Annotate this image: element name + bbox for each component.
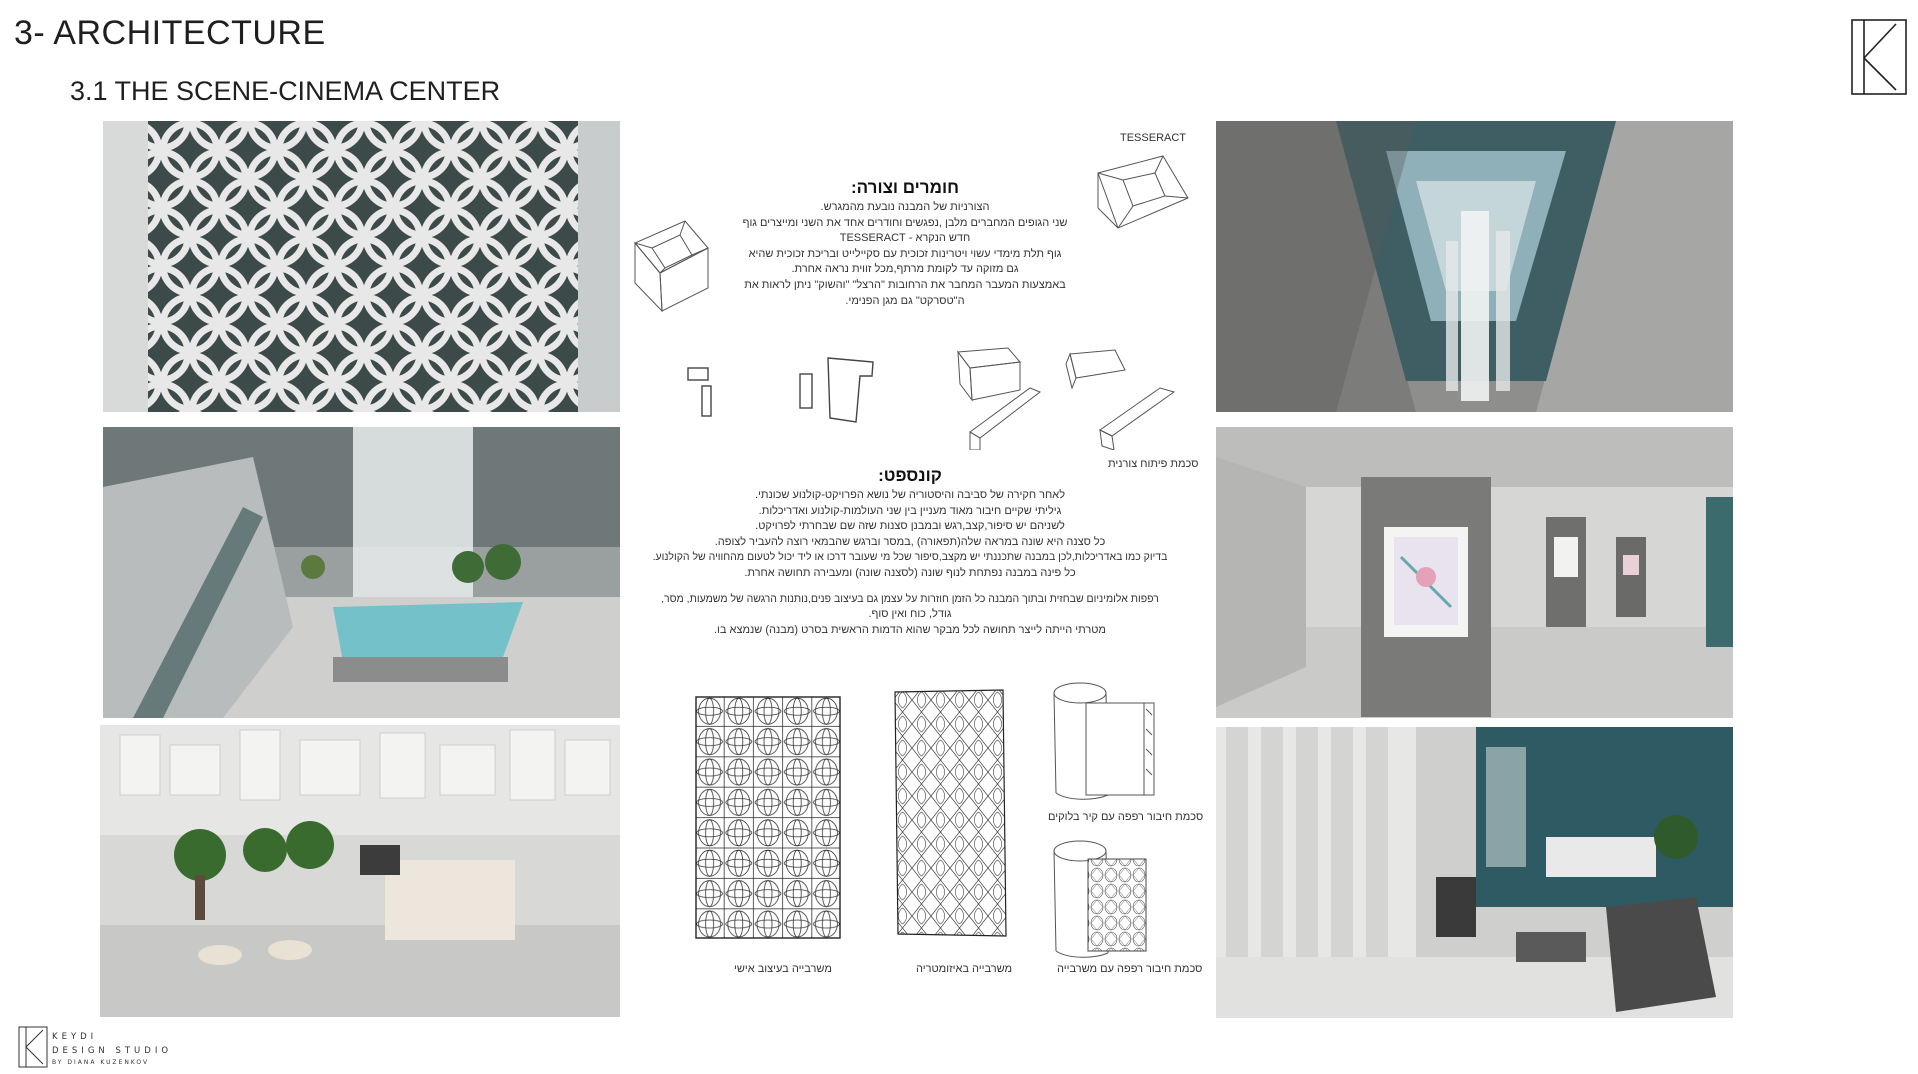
studio-designer: BY DIANA KUZENKOV [52, 1059, 150, 1066]
photo-lounge-columns [1216, 727, 1733, 1018]
concept-heading: קונספט: [878, 466, 942, 485]
materials-line: באמצעות המעבר המחבר את הרחובות "הרצל" "והשוק" ניתן לראות את [744, 278, 1066, 291]
section-title: 3- ARCHITECTURE [14, 14, 326, 52]
concept-line: כל פינה במבנה נפתחת לנוף שונה (לסצנה שונה) ומעבירה תחושה אחרת. [744, 566, 1076, 579]
materials-section [740, 178, 1070, 309]
concept-line: לשניהם יש סיפור,קצב,רגש ובמבנן סצנות שזה שם שבחרתי לפרויקט. [755, 520, 1065, 533]
tesseract-label: TESSERACT [1120, 132, 1187, 144]
materials-heading: חומרים וצורה: [851, 178, 959, 197]
keydi-small-monogram-icon [18, 1026, 48, 1068]
materials-line: ה"טסרקט" גם מגן הפנימי. [845, 294, 965, 307]
concept-line: בדיוק כמו באדריכלות,לכן במבנה שתכננתי יש מקצב,סיפור שכל מי שעובר דרכו או ליד יכול לטעום מהחוויה של הקולנוע. [652, 551, 1168, 564]
concept-line: גיליתי שקיים חיבור מאוד מעניין בין שני העולמות-קולנוע ואדריכלות. [758, 504, 1062, 517]
materials-line: גם מזוקה עד לקומת מרתף,מכל זווית נראה אחרת. [791, 263, 1019, 276]
concept-line: רפפות אלומיניום שבחזית ובתוך המבנה כל הזמן חוזרות על עצמן גם בעיצוב פנים,נותנות הרגשה של משמעות, מסר, [661, 592, 1159, 605]
materials-line: חדש הנקרא - TESSERACT [839, 232, 971, 245]
joint-block-wall-drawing [1048, 675, 1163, 800]
photo-lobby-cafe [100, 725, 620, 1017]
tesseract-sketch-right [1093, 148, 1193, 236]
photo-atrium-stairs-pool [103, 427, 620, 718]
photo-facade-lattice [103, 121, 620, 412]
studio-subtitle: DESIGN STUDIO [52, 1046, 173, 1056]
keydi-monogram-logo [1850, 18, 1908, 96]
lattice-custom-caption: משרבייה בעיצוב אישי [734, 963, 832, 975]
lattice-geometric-drawing [893, 688, 1008, 938]
joint-lattice-drawing [1048, 835, 1158, 958]
shape-development-caption: סכמת פיתוח צורנית [1108, 458, 1199, 470]
concept-line: מטרתי הייתה לייצר תחושה לכל מבקר שהוא הדמות הראשית בסרט (מבנה) שנמצא בו. [714, 623, 1106, 636]
materials-line: גוף תלת מימדי עשוי ויטרינות זכוכית עם סקיילייט ובריכת זכוכית שהיא [748, 247, 1062, 260]
lattice-geometric-caption: משרבייה באיזומטריה [916, 963, 1013, 975]
subsection-title: 3.1 THE SCENE-CINEMA CENTER [70, 76, 501, 106]
concept-line: גודל, כוח ואין סוף. [868, 608, 952, 621]
concept-section [640, 466, 1180, 638]
concept-line: כל סצנה היא שונה במראה שלה(תפאורה) ,במסר וברגש שהבמאי רוצה להעביר לצופה. [714, 535, 1106, 548]
studio-name: KEYDI [52, 1032, 98, 1042]
joint-lattice-caption: סכמת חיבור רפפה עם משרבייה [1057, 963, 1203, 975]
lattice-custom-drawing [695, 696, 841, 939]
concept-line: לאחר חקירה של סביבה והיסטוריה של נושא הפרויקט-קולנוע שכונתי. [754, 489, 1066, 501]
shape-development-sketches [680, 340, 1180, 450]
materials-line: שני הגופים המחברים מלבן ,נפגשים וחודרים אחד את השני ומייצרים גוף [742, 216, 1068, 229]
photo-skylight-atrium [1216, 121, 1733, 412]
tesseract-sketch-left [630, 213, 710, 313]
materials-line: הצורניות של המבנה נובעת מהמגרש. [820, 201, 990, 213]
joint-block-wall-caption: סכמת חיבור רפפה עם קיר בלוקים [1048, 811, 1204, 823]
photo-gallery-corridor [1216, 427, 1733, 718]
studio-logo [18, 1026, 188, 1072]
